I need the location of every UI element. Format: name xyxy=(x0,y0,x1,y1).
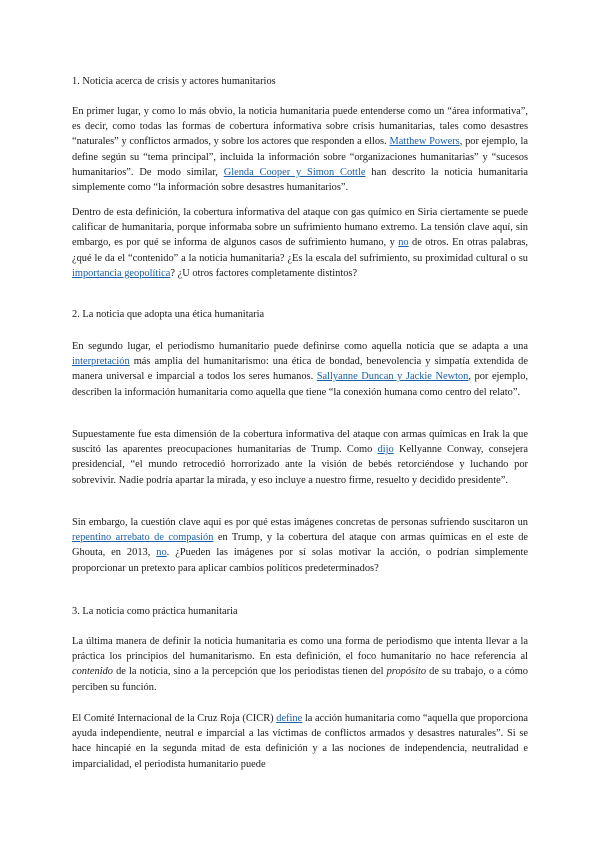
link-matthew-powers[interactable]: Matthew Powers xyxy=(389,136,460,148)
link-glenda-cooper-simon-cottle[interactable]: Glenda Cooper y Simon Cottle xyxy=(223,166,366,178)
link-dijo[interactable]: dijo xyxy=(377,444,394,456)
section-3-heading: 3. La noticia como práctica humanitaria xyxy=(72,606,238,617)
link-repentino-arrebato-de-compasion[interactable]: repentino arrebato de compasión xyxy=(72,532,214,544)
link-importancia-geopolitica[interactable]: importancia geopolítica xyxy=(72,267,171,279)
link-interpretacion[interactable]: interpretación xyxy=(72,356,130,368)
section-1-paragraph-2: Dentro de esta definición, la cobertura informativa del ataque con gas químico en Siria ciertamente se puede calificar de humanitaria, porque informaba sobre un sufrimiento humano extremo. La tensión clave aquí, sin embargo, es por qué se informa de algunos casos de sufrimiento humano, y no de otros. En otras palabras, ¿qué le da el “contenido” a la noticia humanitaria? ¿Es la escala del sufrimiento, su proximidad cultural o su importancia geopolítica? ¿U otros factores completamente distintos? xyxy=(72,207,528,279)
section-1-paragraph-1: En primer lugar, y como lo más obvio, la noticia humanitaria puede entenderse como un “área informativa”, es decir, como todas las formas de cobertura informativa sobre crisis humanitarias, tales como desastres “naturales” y conflictos armados, y sobre los actores que responden a ellos. Matthew Powers, por ejemplo, la define según su “tema principal”, incluida la información sobre “organizaciones humanitarias” y “sucesos humanitarios”. De modo similar, Glenda Cooper y Simon Cottle han descrito la noticia humanitaria simplemente como “la información sobre desastres humanitarios”. xyxy=(72,106,529,194)
section-2-paragraph-1: En segundo lugar, el periodismo humanitario puede definirse como aquella noticia que se adapta a una interpretación más amplia del humanitarismo: una ética de bondad, benevolencia y simpatía extendida de manera universal e imparcial a todos los seres humanos. Sallyanne Duncan y Jackie Newton, por ejemplo, describen la información humanitaria como aquella que tiene “la conexión humana como centro del relato”. xyxy=(72,341,529,398)
emphasis-contenido: contenido xyxy=(72,666,113,678)
link-define[interactable]: define xyxy=(276,713,303,724)
section-3-paragraph-2: El Comité Internacional de la Cruz Roja (CICR) define la acción humanitaria como “aquella que proporciona ayuda independiente, neutral e imparcial a las víctimas de conflictos armados y desastres naturales”. Si se hace hincapié en la segunda mitad de esta definición y a las nociones de independencia, neutralidad e imparcialidad, el periodista humanitario puede xyxy=(72,713,528,770)
section-2-heading: 2. La noticia que adopta una ética humanitaria xyxy=(72,309,265,320)
section-1-heading: 1. Noticia acerca de crisis y actores humanitarios xyxy=(72,76,276,87)
link-sallyanne-duncan-jackie-newton[interactable]: Sallyanne Duncan y Jackie Newton xyxy=(316,371,469,383)
link-no-2[interactable]: no xyxy=(156,547,167,559)
section-2-paragraph-2: Supuestamente fue esta dimensión de la cobertura informativa del ataque con armas químicas en Irak la que suscitó las aparentes preocupaciones humanitarias de Trump. Como dijo Kellyanne Conway, consejera presidencial, “el mundo retrocedió horrorizado ante la visión de bebés retorciéndose y luchando por sobrevivir. Nadie podría apartar la mirada, y eso incluye a nuestro firme, resuelto y decidido presidente”. xyxy=(72,429,528,486)
section-2-paragraph-3: Sin embargo, la cuestión clave aquí es por qué estas imágenes concretas de personas sufriendo suscitaron un repentino arrebato de compasión en Trump, y la cobertura del ataque con armas químicas en el este de Ghouta, en 2013, no. ¿Pueden las imágenes por sí solas motivar la acción, o podrían simplemente proporcionar un pretexto para aplicar cambios políticos predeterminados? xyxy=(72,517,529,574)
section-3-paragraph-1: La última manera de definir la noticia humanitaria es como una forma de periodismo que intenta llevar a la práctica los principios del humanitarismo. En esta definición, el foco humanitario no hace referencia al contenido de la noticia, sino a la percepción que los periodistas tienen del propósito de su trabajo, o a cómo perciben su función. xyxy=(72,636,528,693)
link-no-1[interactable]: no xyxy=(398,237,409,249)
emphasis-proposito: propósito xyxy=(386,666,427,678)
